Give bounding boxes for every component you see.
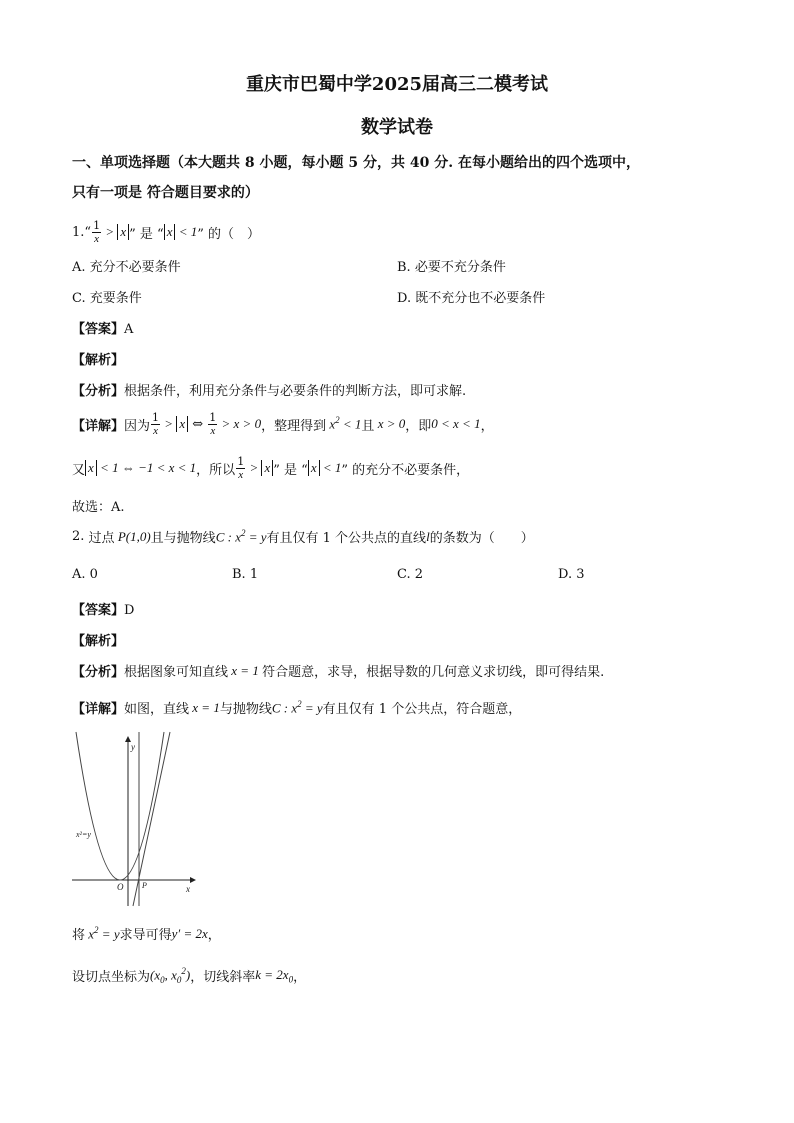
q1-answer-row bbox=[72, 318, 133, 337]
page-subtitle: 数学试卷 bbox=[361, 117, 433, 138]
line2-a: 又 bbox=[72, 462, 86, 478]
xiangjie-tag: 【详解】 bbox=[72, 418, 125, 434]
q1-conclusion: 故选：A. bbox=[72, 500, 125, 515]
fenxi-text: 根据条件，利用充分条件与必要条件的判断方法，即可求解. bbox=[124, 384, 467, 399]
answer-tag: 【答案】 bbox=[72, 322, 125, 337]
y-axis-label: y bbox=[131, 742, 135, 752]
quote-open: “ bbox=[84, 224, 92, 240]
q1-fenxi-row bbox=[72, 380, 466, 399]
parabola-curve bbox=[76, 732, 164, 880]
xj-text-1: 因为 bbox=[124, 418, 151, 434]
q2-xj-c: 有且仅有 1 个公共点，符合题意， bbox=[322, 702, 522, 717]
option-c: C. 充要条件 bbox=[72, 291, 142, 306]
deriv-b: 求导可得 bbox=[119, 928, 172, 943]
deriv-a: 将 bbox=[72, 928, 86, 943]
q1-xiangjie-row: 【详解】 因为 $\frac{1}{x}$ > x ⇔ $\frac{1}{x}$ > x > 0 ，整理得到 $x^2 < 1$ 且 x > 0 ，即 0 < x < 1 ， bbox=[72, 410, 494, 437]
parabola-figure bbox=[68, 728, 198, 908]
q1-mid-text: ” 是 “ bbox=[129, 226, 164, 242]
q2-xiangjie-row: 【详解】 如图，直线 x = 1 与抛物线 C : $x^2 = y$ 有且仅有 1 个公共点，符合题意， bbox=[72, 698, 522, 717]
q2-option-a: A. 0 bbox=[72, 567, 98, 582]
xj-text-2: ，整理得到 bbox=[261, 418, 327, 434]
x-axis-label: x bbox=[186, 884, 190, 894]
xiangjie-tag: 【详解】 bbox=[72, 702, 125, 717]
answer-value: A bbox=[124, 322, 134, 337]
q2-fenxi-row: 【分析】 根据图象可知直线 x = 1 符合题意，求导，根据导数的几何意义求切线，即可得结果. bbox=[72, 662, 605, 680]
q2-text-c: 有且仅有 1 个公共点的直线 bbox=[266, 531, 427, 546]
fraction-1-over-x: $\frac{1}{x}$ bbox=[237, 454, 245, 481]
q2-xj-b: 与抛物线 bbox=[219, 702, 272, 717]
question-2-stem: 2. 过点 P(1,0) 且与抛物线 C : $x^2 = y$ 有且仅有 1 个公共点的直线 l 的条数为（ ） bbox=[72, 527, 534, 546]
fraction-1-over-x: $\frac{1}{x}$ bbox=[152, 410, 160, 437]
question-2-number: 2. bbox=[72, 529, 85, 544]
line2-b: ，所以 bbox=[196, 462, 236, 478]
page-title: 重庆市巴蜀中学2025届高三二模考试 bbox=[245, 74, 549, 95]
question-1-stem: 1. “ $\frac{1}{x}$ > x ” 是 “ x < 1 ” 的（ ） bbox=[72, 218, 261, 245]
point-p-label: P bbox=[142, 881, 147, 890]
q2-option-b: B. 1 bbox=[232, 567, 259, 582]
x-axis-arrow bbox=[190, 877, 196, 883]
section-heading-line2: 只有一项是 符合题目要求的） bbox=[72, 185, 259, 201]
question-1-number: 1. bbox=[72, 224, 85, 240]
section-heading-line1: 一、单项选择题（本大题共 8 小题，每小题 5 分，共 40 分. 在每小题给出的四个选项中， bbox=[72, 155, 640, 171]
q2-text-a: 过点 bbox=[88, 531, 115, 546]
line2-c: ” 是 “ bbox=[273, 462, 308, 478]
q1-xiangjie-row-2: 又 x < 1 ⇔ −1 < x < 1 ，所以 $\frac{1}{x}$ > x ” 是 “ x < 1 ” 的充分不必要条件， bbox=[72, 454, 470, 481]
analysis-tag: 【解析】 bbox=[72, 634, 125, 649]
q1-tail-text: ” 的（ ） bbox=[197, 226, 261, 242]
answer-tag: 【答案】 bbox=[72, 603, 125, 618]
line2-d: ” 的充分不必要条件， bbox=[341, 462, 470, 478]
xj-text-3: 且 bbox=[361, 418, 375, 434]
option-a: A. 充分不必要条件 bbox=[72, 260, 181, 275]
q2-answer-row bbox=[72, 599, 134, 618]
fraction-1-over-x: $\frac{1}{x}$ bbox=[209, 410, 217, 437]
xj-text-4: ，即 bbox=[405, 418, 432, 434]
deriv-c: ， bbox=[207, 928, 221, 943]
analysis-tag: 【解析】 bbox=[72, 353, 125, 368]
tangent-a: 设切点坐标为 bbox=[72, 970, 151, 985]
tangent-c: ， bbox=[293, 970, 307, 985]
q2-tangent-row: 设切点坐标为 ($x_0$, $x_0^2$) ，切线斜率 $k = 2x_0$ ， bbox=[72, 966, 307, 985]
q2-derivative-row: 将 $x^2 = y$ 求导可得 y′ = 2x ， bbox=[72, 924, 221, 943]
q2-xj-a: 如图，直线 bbox=[124, 702, 190, 717]
option-b: B. 必要不充分条件 bbox=[397, 260, 506, 275]
option-d: D. 既不充分也不必要条件 bbox=[397, 291, 546, 306]
q2-fenxi-a: 根据图象可知直线 bbox=[124, 665, 229, 680]
tangent-b: ，切线斜率 bbox=[190, 970, 256, 985]
fraction-1-over-x: $\frac{1}{x}$ bbox=[93, 218, 101, 245]
curve-label: x²=y bbox=[76, 830, 91, 839]
q2-text-d: 的条数为（ ） bbox=[429, 531, 534, 546]
fenxi-tag: 【分析】 bbox=[72, 384, 125, 399]
answer-value: D bbox=[124, 603, 135, 618]
q2-text-b: 且与抛物线 bbox=[150, 531, 216, 546]
q2-option-c: C. 2 bbox=[397, 567, 424, 582]
fenxi-tag: 【分析】 bbox=[72, 665, 125, 680]
q2-option-d: D. 3 bbox=[558, 567, 585, 582]
origin-label: O bbox=[117, 882, 124, 892]
q2-fenxi-b: 符合题意，求导，根据导数的几何意义求切线，即可得结果. bbox=[262, 665, 605, 680]
